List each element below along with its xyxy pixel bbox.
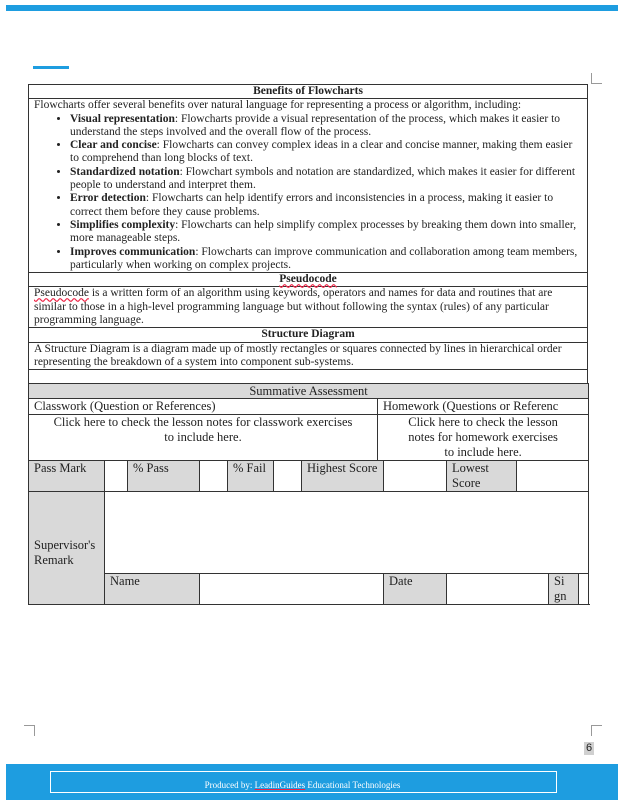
pseudocode-term: Pseudocode: [34, 287, 89, 300]
homework-label-text: Homework (Questions or Referenc: [383, 399, 559, 414]
benefit-text: : Flowcharts can improve communication and collaboration among team members, particularly when working on complex projects.: [70, 245, 578, 271]
top-accent-bar: [6, 5, 618, 11]
classwork-placeholder[interactable]: Click here to check the lesson notes for classwork exercises to include here.: [29, 415, 378, 461]
benefit-term: Improves communication: [70, 245, 196, 258]
pseudocode-title-text: Pseudocode: [279, 273, 337, 286]
benefit-text: : Flowcharts can help simplify complex processes by breaking them down into smaller, more manageable steps.: [70, 218, 577, 245]
pct-fail-label: % Fail: [228, 461, 274, 492]
highest-score-value[interactable]: [384, 461, 447, 492]
lesson-document: [28, 84, 588, 605]
name-field[interactable]: [200, 574, 384, 605]
benefits-list: [34, 113, 582, 273]
summative-title: Summative Assessment: [29, 384, 589, 399]
benefit-item: [70, 246, 582, 273]
pass-mark-label: Pass Mark: [29, 461, 105, 492]
content-table: [28, 84, 588, 384]
page-number: 6: [585, 742, 593, 754]
header-accent-line: [33, 66, 69, 69]
footer-suffix: Educational Technologies: [305, 780, 401, 790]
assessment-table: [28, 383, 589, 605]
benefits-title: Benefits of Flowcharts: [29, 85, 588, 99]
benefit-text: : Flowchart symbols and notation are standardized, which makes it easier for different people to understand and interpret them.: [70, 165, 576, 192]
benefit-term: Simplifies complexity: [70, 218, 176, 231]
date-label: Date: [384, 574, 447, 605]
footer-prefix: Produced by:: [204, 780, 255, 790]
pseudocode-body: [29, 287, 588, 328]
benefit-text: : Flowcharts can convey complex ideas in a clear and concise manner, making them easier to comprehend than long blocks of text.: [70, 139, 573, 165]
date-field[interactable]: [447, 574, 549, 605]
footer-text: [50, 780, 555, 790]
benefit-term: Visual representation: [70, 112, 175, 125]
classwork-label: Classwork (Question or References): [29, 399, 378, 415]
benefit-item: [70, 113, 582, 140]
benefits-body: [29, 99, 588, 273]
sign-field[interactable]: [579, 574, 589, 605]
benefit-term: Error detection: [70, 192, 146, 205]
name-label: Name: [105, 574, 200, 605]
pseudocode-text: is a written form of an algorithm using keywords, operators and names for data and routines that are similar to those in a high-level programming language but without following the syntax (rules) of any particular programming language.: [34, 287, 553, 327]
crop-mark-bottom-left: [24, 725, 35, 736]
structure-body: A Structure Diagram is a diagram made up of mostly rectangles or squares connected by lines in hierarchical order representing the breakdown of a system into component sub-systems.: [29, 342, 588, 370]
homework-placeholder[interactable]: Click here to check the lesson notes for homework exercises to include here.: [378, 415, 589, 461]
benefit-text: : Flowcharts can help identify errors and inconsistencies in a process, making it easier to correct them before they cause problems.: [70, 192, 554, 218]
supervisor-remark-text: Supervisor's Remark: [34, 538, 96, 568]
spacer-row: [29, 370, 588, 384]
benefit-item: [70, 219, 582, 246]
benefit-item: [70, 139, 582, 166]
pseudocode-title: [29, 273, 588, 287]
pct-fail-value[interactable]: [274, 461, 302, 492]
pct-pass-value[interactable]: [200, 461, 228, 492]
homework-label: [378, 399, 589, 415]
pct-pass-label: % Pass: [128, 461, 200, 492]
highest-score-label: Highest Score: [302, 461, 384, 492]
benefits-intro: Flowcharts offer several benefits over natural language for representing a process or algorithm, including:: [34, 99, 522, 112]
lowest-score-label: Lowest Score: [447, 461, 517, 492]
structure-title: Structure Diagram: [29, 328, 588, 342]
benefit-term: Clear and concise: [70, 139, 157, 152]
crop-mark-top-right: [591, 73, 602, 84]
pass-mark-value[interactable]: [105, 461, 128, 492]
benefit-item: [70, 166, 582, 193]
supervisor-remark-field[interactable]: [105, 492, 589, 574]
benefit-text: : Flowcharts provide a visual representation of the process, which makes it easier to understand the steps involved and the overall flow of the process.: [70, 112, 561, 138]
supervisor-remark-label: [29, 492, 105, 605]
benefit-item: [70, 192, 582, 219]
crop-mark-bottom-right: [591, 725, 602, 736]
sign-label: [549, 574, 579, 605]
benefit-term: Standardized notation: [70, 165, 180, 178]
footer-company: LeadinGuides: [254, 780, 306, 790]
lowest-score-value[interactable]: [517, 461, 589, 492]
sign-label-text: Sign: [554, 574, 567, 604]
